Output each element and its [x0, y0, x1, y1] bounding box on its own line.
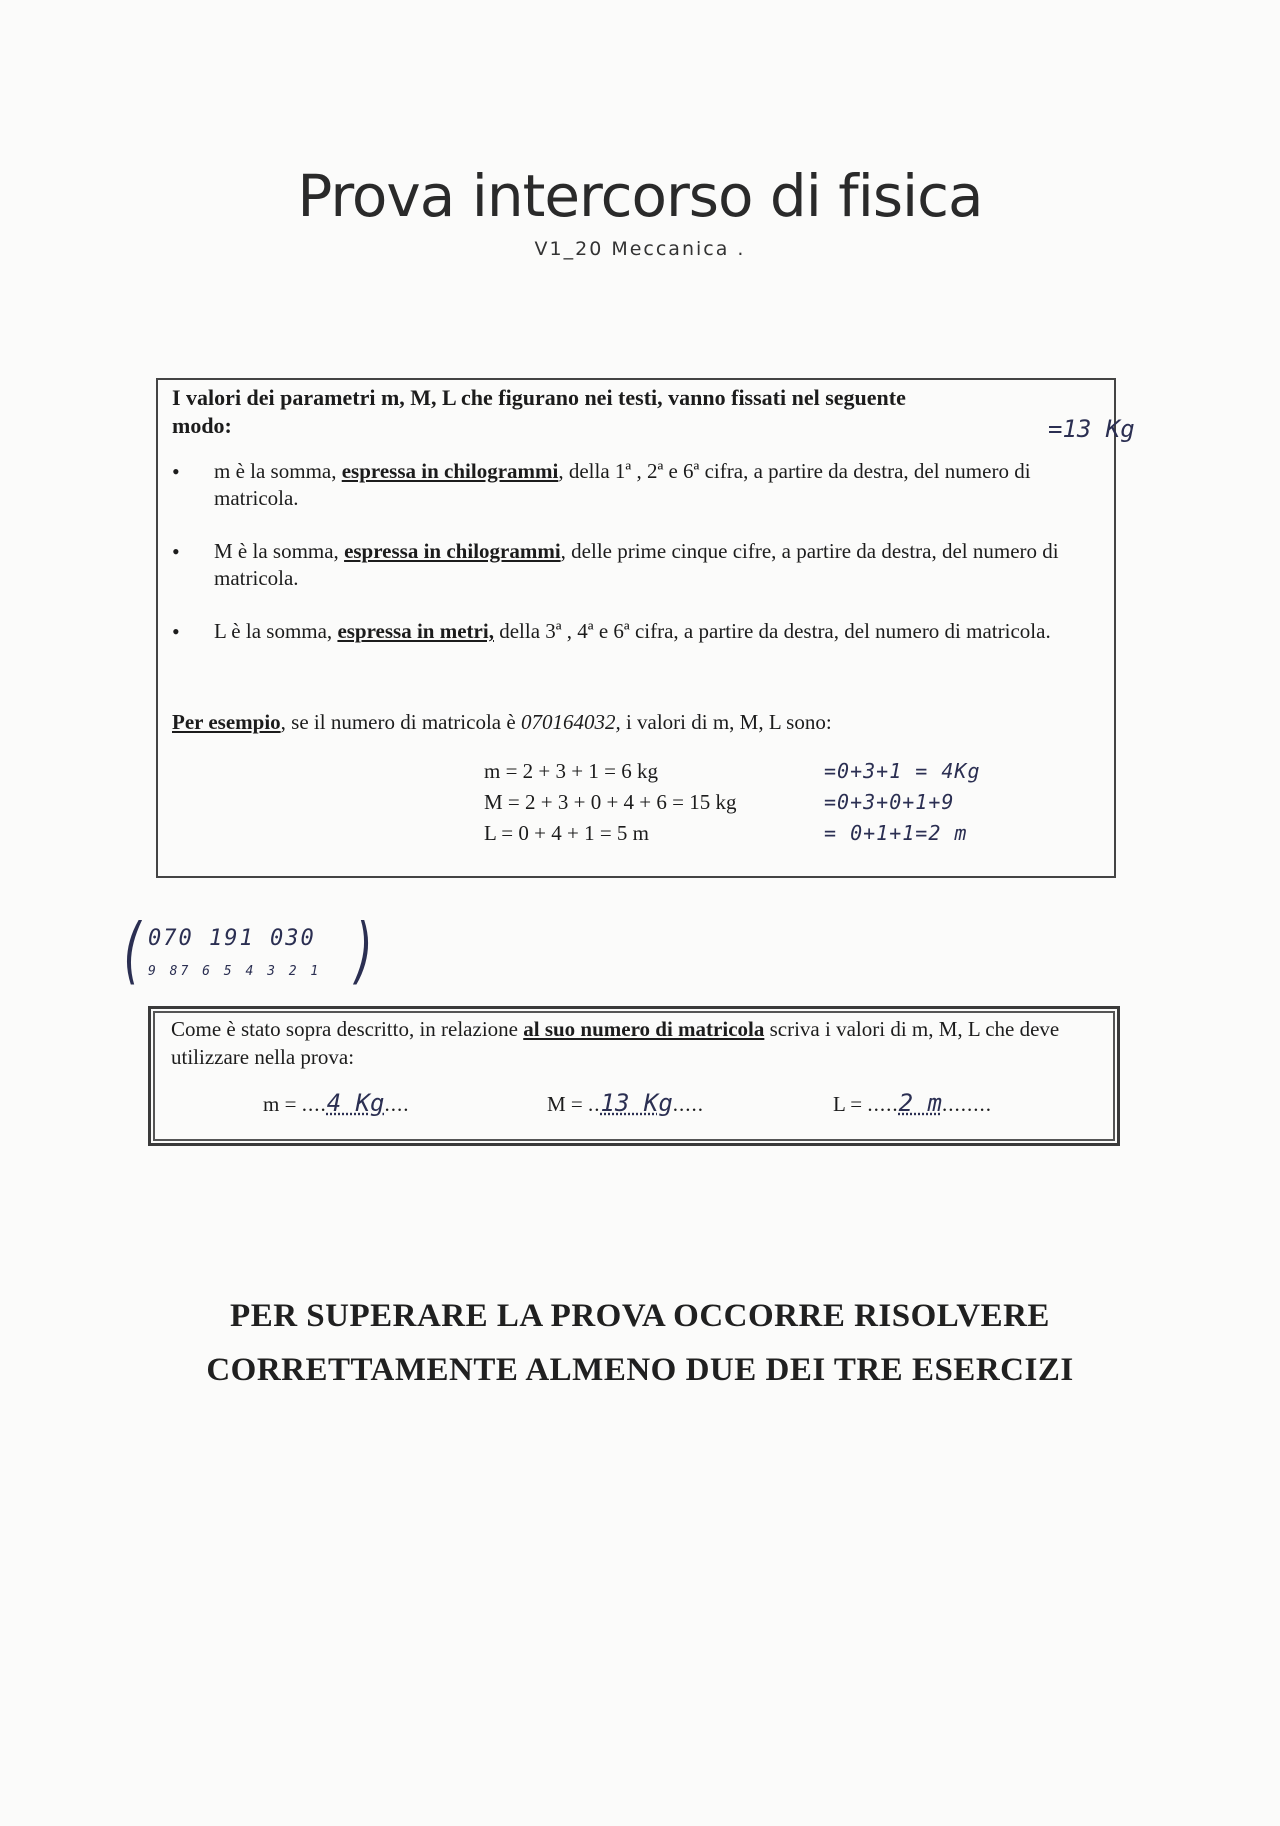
example-line	[172, 708, 1107, 736]
formula-m: m = 2 + 3 + 1 = 6 kg	[484, 759, 658, 783]
answer-box	[148, 1006, 1120, 1146]
rules-box	[156, 378, 1116, 878]
rule-text: L è la somma,	[214, 619, 338, 643]
handwritten-m: =0+3+1 = 4Kg	[824, 759, 981, 783]
field-value-m[interactable]: 4 Kg	[326, 1089, 385, 1117]
example-text: i valori di m, M, L sono:	[620, 710, 832, 734]
answer-text: scriva i valori di m, M, L che deve utilizzare nella prova:	[171, 1017, 1060, 1069]
note-positions: 9 87 6 5 4 3 2 1	[148, 964, 322, 979]
rules-list	[172, 458, 1104, 671]
handwritten-matricola-note	[123, 908, 373, 992]
example-formulas	[484, 756, 736, 849]
field-m[interactable]: m = ....4 Kg....	[263, 1089, 410, 1117]
rule-emphasis: espressa in chilogrammi	[341, 459, 559, 483]
field-label: M =	[547, 1092, 589, 1116]
formula-M: M = 2 + 3 + 0 + 4 + 6 = 15 kg	[484, 790, 737, 814]
example-lead: Per esempio	[172, 710, 281, 734]
field-value-M[interactable]: 13 Kg	[600, 1089, 673, 1117]
rule-item-L	[172, 618, 1104, 645]
handwritten-side-note: =13 Kg	[1048, 415, 1135, 443]
field-label: m =	[263, 1092, 302, 1116]
rule-text: della 3ª , 4ª e 6ª cifra, a partire da destra, del numero di matricola.	[493, 619, 1051, 643]
answer-text: Come è stato sopra descritto, in relazione	[171, 1017, 524, 1041]
example-number: 070164032,	[520, 710, 621, 734]
footer-line-2: CORRETTAMENTE ALMENO DUE DEI TRE ESERCIZI	[206, 1352, 1074, 1388]
rule-text: m è la somma,	[214, 459, 342, 483]
field-M[interactable]: M = ..13 Kg.....	[547, 1089, 705, 1117]
rule-item-m	[172, 458, 1104, 512]
field-L[interactable]: L = .....2 m........	[833, 1089, 993, 1117]
field-value-L[interactable]: 2 m	[898, 1089, 943, 1117]
paren-right: )	[355, 908, 373, 992]
rule-text: , della 1ª , 2ª e 6ª cifra, a partire da destra, del numero di matricola.	[214, 459, 1031, 510]
rules-intro-tail: modo:	[172, 413, 232, 438]
footer-line-1: PER SUPERARE LA PROVA OCCORRE RISOLVERE	[230, 1298, 1050, 1334]
page-subtitle: V1_20 Meccanica .	[534, 238, 746, 260]
handwritten-calculations	[824, 756, 981, 849]
answer-emphasis: al suo numero di matricola	[523, 1017, 765, 1041]
rule-text: M è la somma,	[214, 539, 345, 563]
note-digits: 070 191 030	[148, 926, 316, 951]
rules-intro	[172, 384, 1107, 440]
paren-left: (	[123, 908, 141, 992]
handwritten-M: =0+3+0+1+9	[824, 790, 955, 814]
formula-L: L = 0 + 4 + 1 = 5 m	[484, 821, 650, 845]
rules-intro-bold: I valori dei parametri m, M, L che figurano nei testi, vanno fissati nel seguente	[172, 385, 906, 410]
rule-item-M	[172, 538, 1104, 592]
example-text: , se il numero di matricola è	[280, 710, 521, 734]
rule-emphasis: espressa in chilogrammi	[344, 539, 561, 563]
answer-instructions	[171, 1015, 1101, 1071]
page-title: Prova intercorso di fisica	[297, 162, 983, 230]
handwritten-L: = 0+1+1=2 m	[824, 821, 968, 845]
rule-text: , delle prime cinque cifre, a partire da destra, del numero di matricola.	[214, 539, 1059, 590]
rule-emphasis: espressa in metri,	[337, 619, 494, 643]
field-label: L =	[833, 1092, 868, 1116]
